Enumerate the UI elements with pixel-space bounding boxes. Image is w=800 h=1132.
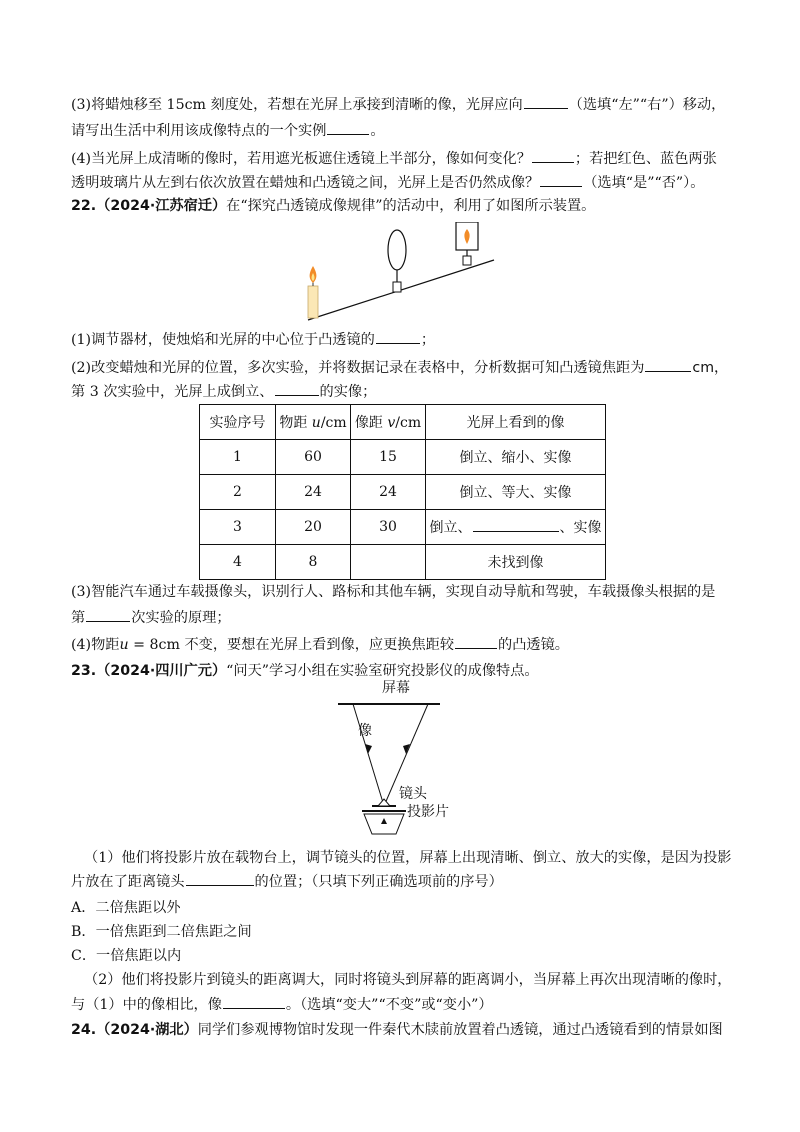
answer-blank[interactable]: [223, 994, 285, 1009]
q23-part1-line1: [84, 848, 731, 868]
q22-part2-text-b: 第 3 次实验中，光屏上成倒立、: [71, 384, 274, 400]
answer-blank[interactable]: [327, 120, 369, 135]
q22-part3-text-b: 第: [71, 610, 86, 626]
question-number: 23.: [71, 663, 97, 679]
q23-part1-line2: [71, 871, 503, 892]
answer-blank[interactable]: [524, 94, 568, 109]
question-source: （2024·湖北）: [96, 1022, 198, 1038]
q22-heading: [71, 196, 595, 216]
table-cell: 倒立、等大、实像: [426, 475, 606, 510]
q21-part3-text-d: 。: [370, 123, 385, 139]
answer-blank[interactable]: [455, 634, 497, 649]
q21-part3-line1: [71, 94, 725, 115]
projector-stage-icon: [362, 811, 406, 834]
q24-heading: [71, 1020, 723, 1040]
table-row: [200, 440, 606, 475]
q22-part1-text-b: ；: [420, 332, 436, 348]
option-b[interactable]: B．一倍焦距到二倍焦距之间: [71, 924, 252, 940]
q23-heading: [71, 661, 539, 681]
q21-part4-text-b: ；若把红色、蓝色两张: [574, 151, 717, 167]
lens-label: 镜头: [399, 785, 427, 801]
answer-blank[interactable]: [532, 148, 574, 163]
screen-label: 屏幕: [382, 679, 410, 695]
projector-figure: [318, 680, 468, 840]
light-screen-icon: [456, 222, 478, 265]
option-c[interactable]: C．一倍焦距以内: [71, 948, 182, 964]
experiment-data-table: [199, 404, 606, 580]
q21-part4-text-d: （选填“是”“否”）。: [583, 175, 705, 191]
answer-blank[interactable]: [275, 381, 319, 396]
answer-blank[interactable]: [645, 357, 691, 372]
table-cell: 20: [276, 510, 351, 545]
table-header-cell: 物距 u/cm: [276, 405, 351, 440]
answer-blank[interactable]: [540, 172, 582, 187]
question-stem: “问天”学习小组在实验室研究投影仪的成像特点。: [226, 663, 539, 679]
lens-experiment-figure: [300, 222, 500, 322]
unit-label: cm: [692, 360, 715, 376]
table-cell: 倒立、 、实像: [426, 510, 606, 545]
table-cell: 4: [200, 545, 276, 580]
q22-part2-text-c: 的实像；: [319, 384, 377, 400]
q22-part4-text-a: (4)物距: [71, 637, 120, 653]
q23-part1-text-a: （1）他们将投影片放在载物台上，调节镜头的位置，屏幕上出现清晰、倒立、放大的实像，是因为投影: [84, 850, 732, 866]
table-cell: 3: [200, 510, 276, 545]
table-cell: 60: [276, 440, 351, 475]
q22-part2-text-a: (2)改变蜡烛和光屏的位置，多次实验，并将数据记录在表格中，分析数据可知凸透镜焦距为: [71, 360, 645, 376]
q23-part1-text-c: 的位置；（只填下列正确选项前的序号）: [254, 874, 503, 890]
q21-part3-text-c: 请写出生活中利用该成像特点的一个实例: [71, 123, 327, 139]
table-header-row: [200, 405, 606, 440]
q23-part2-line2: [71, 994, 493, 1015]
table-cell: 15: [351, 440, 426, 475]
table-cell: 未找到像: [426, 545, 606, 580]
answer-blank[interactable]: [473, 517, 559, 532]
arrow-icon: [365, 744, 372, 754]
q21-part4-text-c: 透明玻璃片从左到右依次放置在蜡烛和凸透镜之间，光屏上是否仍然成像？: [71, 175, 540, 191]
q23-part2-line1: [84, 970, 731, 990]
q23-part2-text-b: 与（1）中的像相比，像: [71, 997, 222, 1013]
q22-part3-line2: [71, 607, 231, 628]
q21-part3-line2: [71, 120, 385, 141]
q22-part3-line1: [71, 582, 715, 602]
table-cell: 2: [200, 475, 276, 510]
table-header-cell: 光屏上看到的像: [426, 405, 606, 440]
table-cell: 24: [351, 475, 426, 510]
table-header-cell: 像距 v/cm: [351, 405, 426, 440]
q22-part1-text-a: (1)调节器材，使烛焰和光屏的中心位于凸透镜的: [71, 332, 375, 348]
question-stem: 同学们参观博物馆时发现一件秦代木牍前放置着凸透镜，通过凸透镜看到的情景如图: [197, 1022, 723, 1038]
answer-blank[interactable]: [376, 329, 420, 344]
q22-part2-comma: ，: [714, 360, 729, 376]
table-header-cell: 实验序号: [200, 405, 276, 440]
table-cell: [351, 545, 426, 580]
q23-part1-text-b: 片放在了距离镜头: [71, 874, 185, 890]
q22-part1: [71, 329, 435, 350]
table-cell: 24: [276, 475, 351, 510]
question-source: （2024·四川广元）: [96, 663, 227, 679]
option-a[interactable]: A．二倍焦距以外: [71, 900, 181, 916]
q22-part4: [71, 634, 569, 655]
q22-part3-text-c: 次实验的原理；: [131, 610, 231, 626]
table-cell: 8: [276, 545, 351, 580]
convex-lens-icon: [388, 230, 406, 292]
question-source: （2024·江苏宿迁）: [96, 198, 227, 214]
q21-part3-text-a: (3)将蜡烛移至 15cm 刻度处，若想在光屏上承接到清晰的像，光屏应向: [71, 97, 523, 113]
question-number: 22.: [71, 198, 97, 214]
q22-part3-text-a: (3)智能汽车通过车载摄像头，识别行人、路标和其他车辆，实现自动导航和驾驶，车载摄像头根据的是: [71, 584, 716, 600]
q21-part3-text-b: （选填“左”“右”）移动，: [568, 97, 726, 113]
q23-part2-text-a: （2）他们将投影片到镜头的距离调大，同时将镜头到屏幕的距离调小，当屏幕上再次出现清晰的像时，: [84, 972, 732, 988]
table-row: [200, 545, 606, 580]
table-row: [200, 510, 606, 545]
q22-part4-text-b: = 8cm 不变，要想在光屏上看到像，应更换焦距较: [128, 637, 455, 653]
q21-part4-text-a: (4)当光屏上成清晰的像时，若用遮光板遮住透镜上半部分，像如何变化？: [71, 151, 531, 167]
question-stem: 在“探究凸透镜成像规律”的活动中，利用了如图所示装置。: [226, 198, 596, 214]
answer-blank[interactable]: [86, 607, 130, 622]
q22-part4-text-c: 的凸透镜。: [498, 637, 569, 653]
projector-lens-icon: [372, 799, 396, 806]
answer-blank[interactable]: [186, 871, 254, 886]
variable-u: u: [119, 637, 129, 653]
question-number: 24.: [71, 1022, 97, 1038]
slide-label: 投影片: [407, 803, 449, 819]
table-row: [200, 475, 606, 510]
q22-part2-line1: [71, 357, 728, 378]
candle-icon: [308, 266, 318, 318]
image-label: 像: [358, 722, 372, 738]
q21-part4-line2: [71, 172, 704, 193]
q21-part4-line1: [71, 148, 717, 169]
q22-part2-line2: [71, 381, 376, 402]
table-cell: 1: [200, 440, 276, 475]
table-cell: 倒立、缩小、实像: [426, 440, 606, 475]
table-cell: 30: [351, 510, 426, 545]
q23-part2-text-c: 。（选填“变大”“不变”或“变小”）: [285, 997, 493, 1013]
